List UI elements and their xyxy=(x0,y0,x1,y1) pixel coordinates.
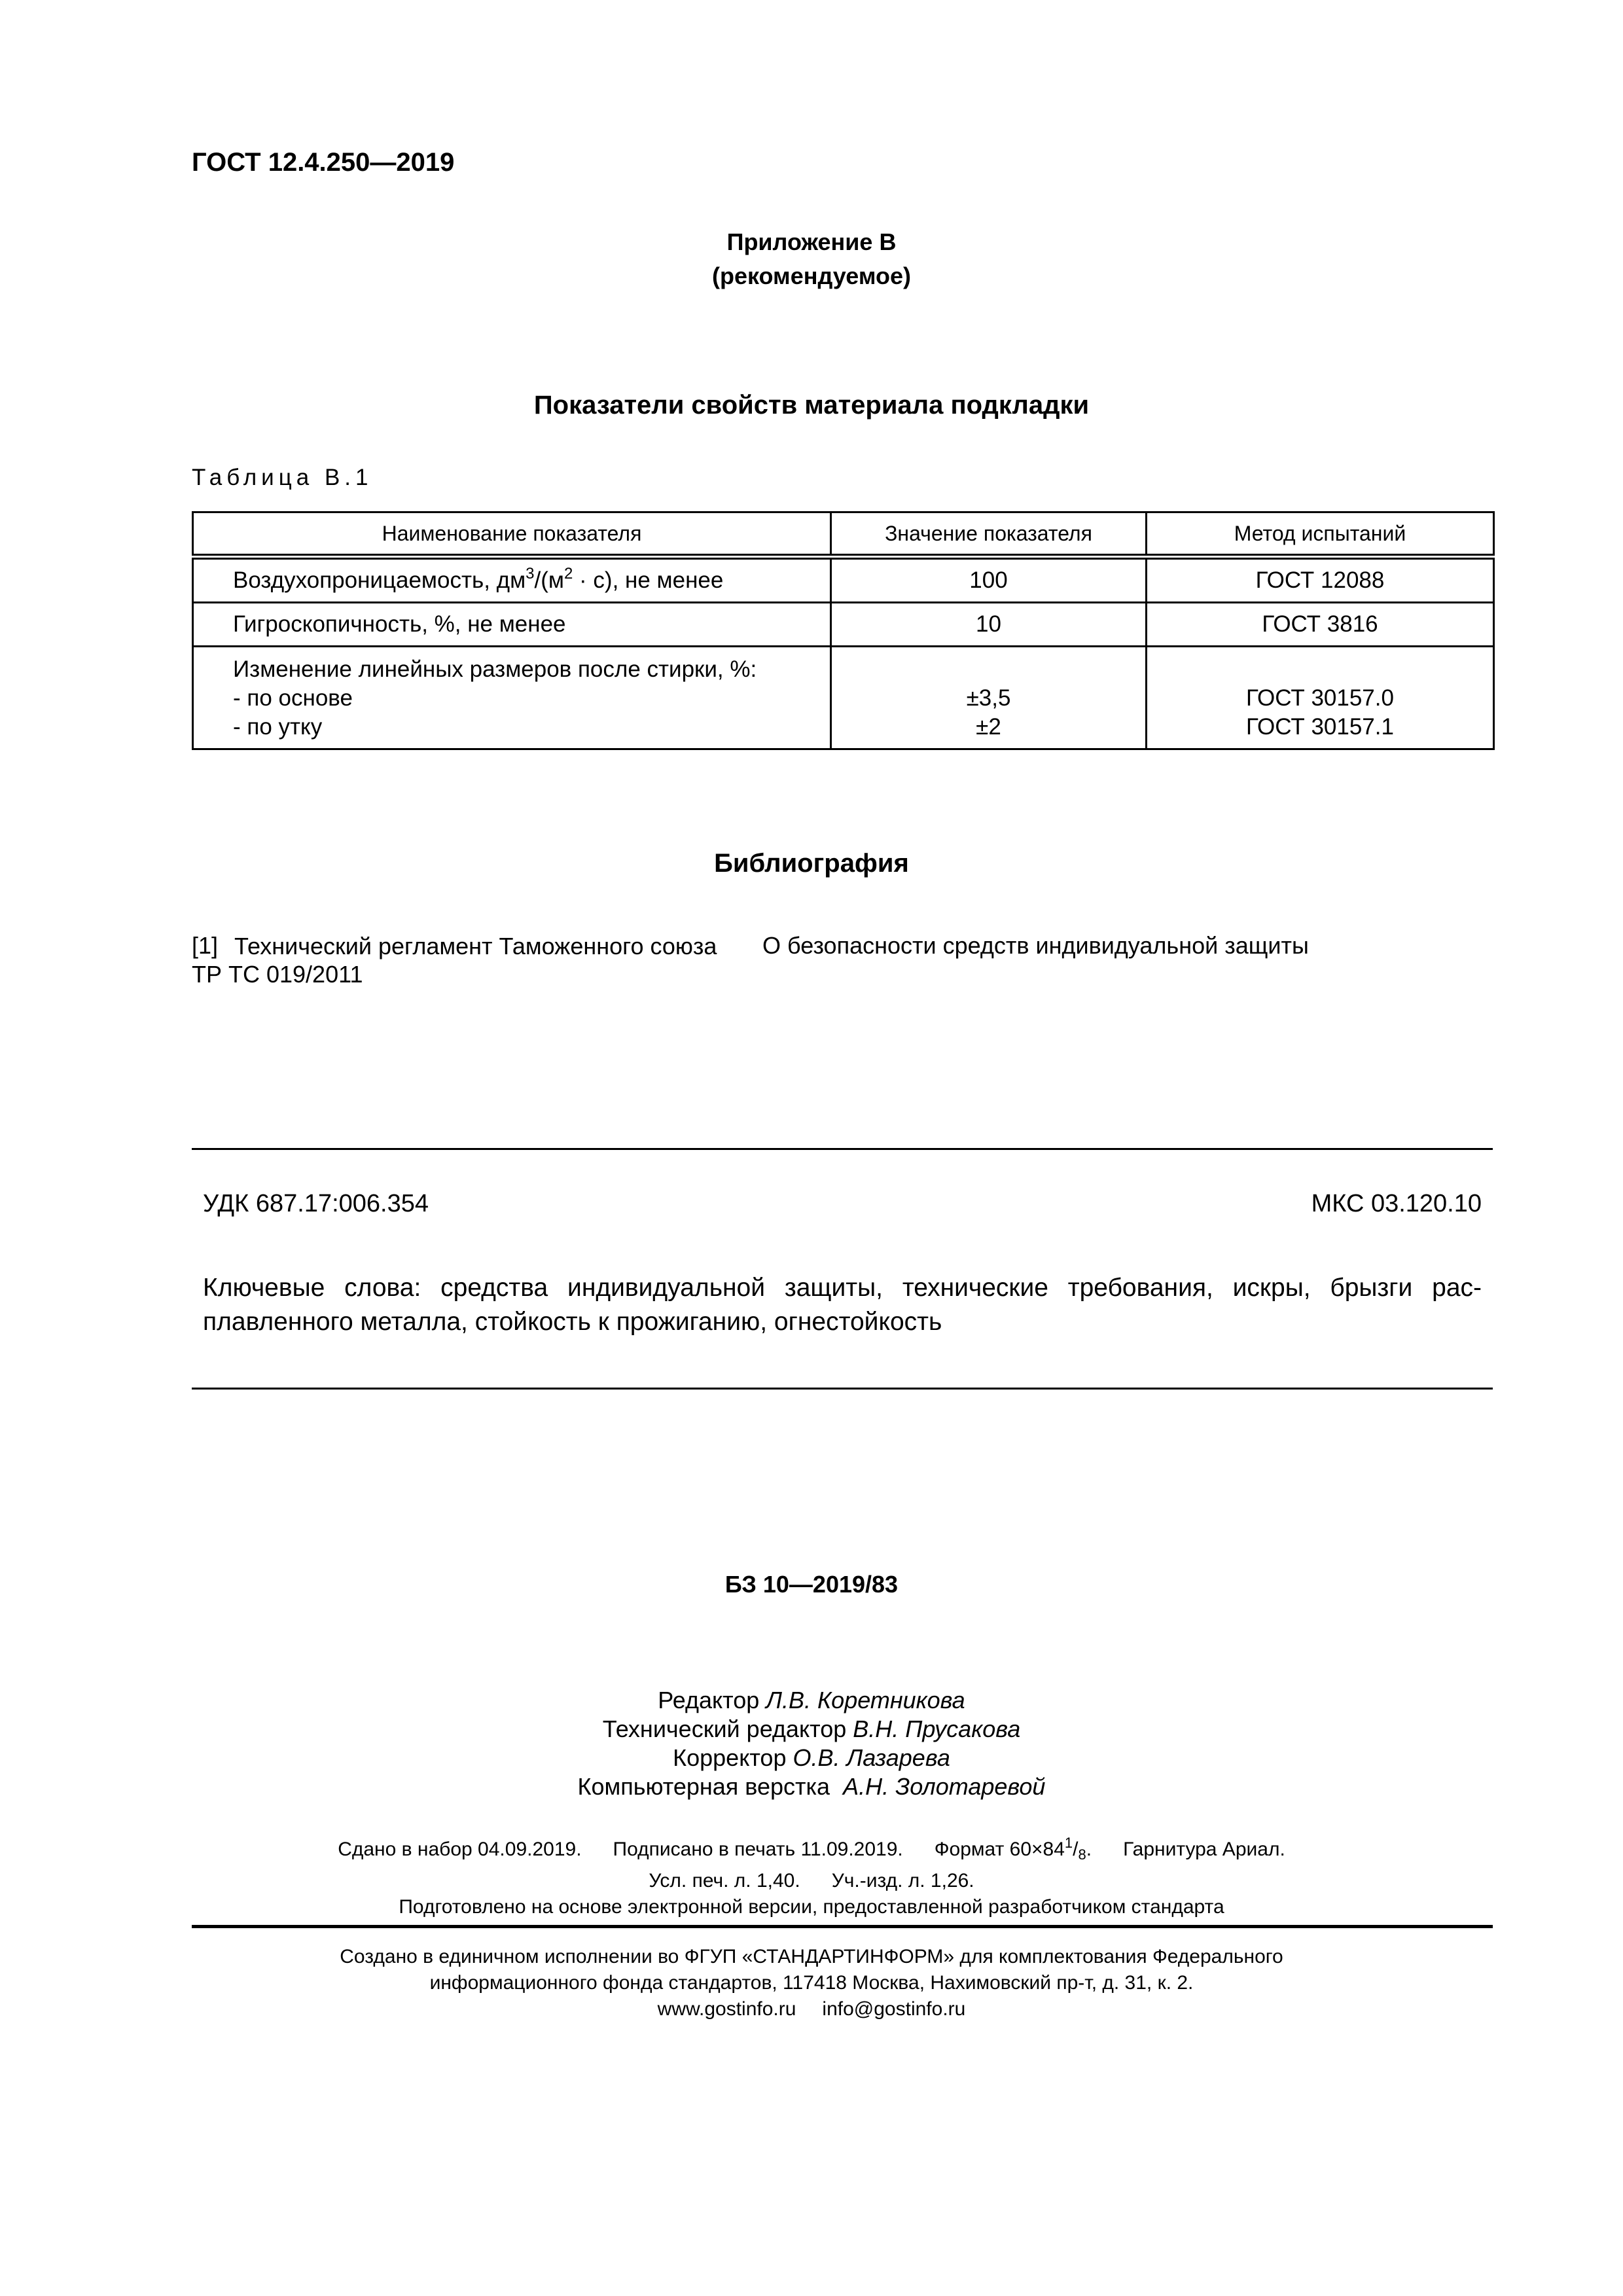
property-name: Гигроскопичность, %, не менее xyxy=(193,603,831,647)
bibliography-entry-title: О безопасности средств индивидуальной защиты xyxy=(762,932,1309,959)
udk-code: УДК 687.17:006.354 xyxy=(203,1190,429,1217)
credit-person: В.Н. Прусакова xyxy=(853,1715,1021,1742)
test-method: ГОСТ 12088 xyxy=(1147,557,1494,603)
website-link[interactable]: www.gostinfo.ru xyxy=(657,1998,796,2020)
annex-status: (рекомендуемое) xyxy=(712,262,911,289)
property-value-item: ±2 xyxy=(976,714,1001,740)
imprint-line xyxy=(0,1837,1623,1868)
print-sheets: Усл. печ. л. 1,40. xyxy=(649,1870,800,1892)
property-name-part: /(м xyxy=(534,567,564,593)
test-method: ГОСТ 3816 xyxy=(1147,603,1494,647)
publisher-sheets: Уч.-изд. л. 1,26. xyxy=(831,1870,974,1892)
credit-person: О.В. Лазарева xyxy=(793,1744,950,1771)
credit-editor xyxy=(0,1686,1623,1715)
bibliography-entry-number: [1] xyxy=(192,932,219,959)
properties-table xyxy=(192,511,1495,750)
credit-person: А.Н. Золотаревой xyxy=(843,1773,1046,1800)
credit-label: Редактор xyxy=(658,1687,760,1713)
superscript: 2 xyxy=(563,565,573,583)
property-name xyxy=(193,647,831,749)
property-sub-item: - по основе xyxy=(233,685,353,711)
property-name-part: Воздухопроницаемость, дм xyxy=(233,567,526,593)
annex-title: Приложение В xyxy=(726,228,897,255)
section-title: Показатели свойств материала подкладки xyxy=(533,391,1090,420)
test-method-item: ГОСТ 30157.0 xyxy=(1246,685,1394,711)
column-header: Метод испытаний xyxy=(1147,512,1494,557)
property-name-part: · с), не менее xyxy=(573,567,724,593)
signed-date: Подписано в печать 11.09.2019. xyxy=(613,1839,903,1860)
format-numerator: 1 xyxy=(1064,1835,1073,1851)
bibliography-entry-document: Технический регламент Таможенного союза xyxy=(234,933,717,960)
format-suffix: . xyxy=(1086,1839,1092,1860)
created-note: Создано в единичном исполнении во ФГУП «СТАНДАРТИНФОРМ» для комплектования Федерального xyxy=(340,1946,1283,1967)
publisher-info xyxy=(0,1944,1623,2022)
credits xyxy=(0,1686,1623,1801)
created-note: информационного фонда стандартов, 117418 Москва, Нахимовский пр-т, д. 31, к. 2. xyxy=(429,1972,1194,1994)
table-row xyxy=(193,557,1494,603)
property-value: 10 xyxy=(831,603,1147,647)
test-method-item: ГОСТ 30157.1 xyxy=(1246,714,1394,740)
table-header-row xyxy=(193,512,1494,557)
divider xyxy=(192,1925,1493,1928)
credit-corrector xyxy=(0,1744,1623,1772)
format-denominator: 8 xyxy=(1078,1846,1086,1863)
property-value xyxy=(831,647,1147,749)
property-sub-item: - по утку xyxy=(233,714,323,740)
credit-tech-editor xyxy=(0,1715,1623,1744)
superscript: 3 xyxy=(526,565,535,583)
property-name xyxy=(193,557,831,603)
credit-label: Технический редактор xyxy=(602,1715,847,1742)
credit-label: Компьютерная верстка xyxy=(577,1773,830,1800)
imprint-details xyxy=(0,1837,1623,1920)
keywords: Ключевые слова: средства индивидуальной защиты, технические требования, искры, брызги рас-плавленного металла, стойкость к прожиганию, огнестойкость xyxy=(203,1274,1482,1336)
table-row xyxy=(193,603,1494,647)
bibliography-entry-code: ТР ТС 019/2011 xyxy=(192,961,363,988)
divider xyxy=(192,1148,1493,1150)
credit-person: Л.В. Коретникова xyxy=(766,1687,965,1713)
table-row xyxy=(193,647,1494,749)
imprint-line xyxy=(0,1868,1623,1894)
typeface: Гарнитура Ариал. xyxy=(1123,1839,1285,1860)
credit-label: Корректор xyxy=(673,1744,787,1771)
property-name-main: Изменение линейных размеров после стирки, %: xyxy=(233,656,757,682)
divider xyxy=(192,1388,1493,1390)
prepared-note: Подготовлено на основе электронной версии, предоставленной разработчиком стандарта xyxy=(399,1896,1224,1918)
bz-number: БЗ 10—2019/83 xyxy=(724,1571,899,1598)
annex-heading xyxy=(0,225,1623,293)
bibliography-title: Библиография xyxy=(714,849,909,878)
email-link[interactable]: info@gostinfo.ru xyxy=(822,1998,966,2020)
format-prefix: Формат 60×84 xyxy=(934,1839,1065,1860)
contact-line xyxy=(0,1996,1623,2022)
document-number: ГОСТ 12.4.250—2019 xyxy=(192,148,455,177)
property-value-item: ±3,5 xyxy=(966,685,1011,711)
column-header: Значение показателя xyxy=(831,512,1147,557)
test-method xyxy=(1147,647,1494,749)
table-label: Таблица В.1 xyxy=(192,465,373,490)
mks-code: МКС 03.120.10 xyxy=(1311,1190,1482,1217)
credit-layout xyxy=(0,1772,1623,1801)
paper-format: Формат $60\times 84^1/_8$. xyxy=(934,1835,1092,1863)
typeset-date: Сдано в набор 04.09.2019. xyxy=(338,1839,582,1860)
property-value: 100 xyxy=(831,557,1147,603)
column-header: Наименование показателя xyxy=(193,512,831,557)
